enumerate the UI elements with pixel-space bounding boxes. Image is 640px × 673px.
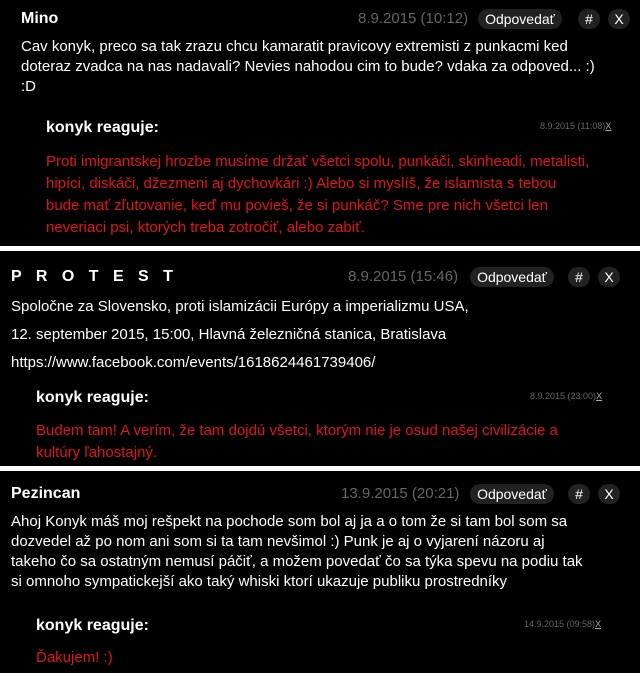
reply-date (530, 391, 602, 401)
reply-text-line: Ďakujem! :) (36, 649, 113, 666)
reply-delete-link[interactable]: X (605, 121, 612, 131)
comment-text-line: doteraz zvadca na nas nadavali? Nevies nahodou cim to bude? vdaka za odpoved... :) (21, 58, 595, 75)
comment-text-line: Ahoj Konyk máš moj rešpekt na pochode som bol aj ja a o tom že si tam bol som sa (11, 513, 568, 530)
comment (0, 471, 640, 673)
reply-button[interactable]: Odpovedať (470, 484, 554, 504)
reply-date-text: 8.9.2015 (23:00) (530, 391, 597, 401)
reply-text-line: neveriaci psi, ktorých treba zotročiť, alebo zabiť. (46, 219, 365, 236)
reply-text (36, 420, 558, 464)
comment-author: Mino (21, 10, 59, 27)
comment-text-line: dozvedel až po nom ani som si ta tam nevšimol :) Punk je aj o vyjarení názoru aj (11, 533, 545, 550)
permalink-button[interactable]: # (578, 9, 600, 29)
comment-text (11, 293, 469, 377)
comment-text-line: Spoločne za Slovensko, proti islamizácii Európy a imperializmu USA, (11, 298, 469, 315)
reply-text-line: bude mať zľutovanie, keď mu povieš, že si punkáč? Sme pre nich všetci len (46, 197, 548, 214)
reply-text-line: kultúry ľahostajný. (36, 444, 158, 461)
reply-delete-link[interactable]: X (596, 391, 603, 401)
reply-text-line: Budem tam! A verím, že tam dojdú všetci, ktorým nie je osud našej civilizácie a (36, 422, 558, 439)
comment-text-line: si omnoho sympatickejší ako taký whiski ktorí ukazuje publiku prostredníky (11, 573, 508, 590)
delete-button[interactable]: X (598, 267, 620, 287)
reply-date-text: 14.9.2015 (09:58) (524, 619, 596, 629)
reply-button[interactable]: Odpovedať (470, 267, 554, 287)
permalink-button[interactable]: # (568, 484, 590, 504)
reply-author: konyk reaguje: (36, 389, 149, 406)
comment-text (21, 37, 595, 97)
reply-author: konyk reaguje: (46, 119, 159, 136)
permalink-button[interactable]: # (568, 267, 590, 287)
reply-button[interactable]: Odpovedať (478, 9, 562, 29)
delete-button[interactable]: X (608, 9, 630, 29)
comment-text-line: Cav konyk, preco sa tak zrazu chcu kamaratit pravicovy extremisti z punkacmi ked (21, 38, 568, 55)
reply-date (540, 121, 611, 131)
comment-author: Pezincan (11, 485, 81, 502)
comment-text-line: :D (21, 78, 36, 95)
delete-button[interactable]: X (598, 484, 620, 504)
comment-date: 8.9.2015 (15:46) (348, 268, 459, 285)
reply-text (46, 151, 589, 239)
comment-text-line: https://www.facebook.com/events/1618624461739406/ (11, 354, 376, 371)
comment (0, 0, 640, 246)
comment-date: 8.9.2015 (10:12) (358, 10, 469, 27)
comment-text-line: 12. september 2015, 15:00, Hlavná železničná stanica, Bratislava (11, 326, 447, 343)
reply-text-line: hipíci, diskáči, džezmeni aj dychovkári :) Alebo si myslíš, že islamista s tebou (46, 175, 557, 192)
comment-text-line: takeho čo sa ostatným nemusí páčiť, a možem povedať čo sa týka spevu na podiu tak (11, 553, 583, 570)
comment-date: 13.9.2015 (20:21) (341, 485, 460, 502)
reply-text-line: Proti imigrantskej hrozbe musíme držať všetci spolu, punkáči, skinheadi, metalisti, (46, 153, 590, 170)
reply-text (36, 647, 113, 669)
comment (0, 251, 640, 462)
reply-date-text: 8.9.2015 (11:08) (540, 121, 606, 131)
reply-delete-link[interactable]: X (595, 619, 602, 629)
comment-author: P R O T E S T (11, 268, 178, 285)
reply-author: konyk reaguje: (36, 617, 149, 634)
comment-text (11, 512, 583, 592)
reply-date (524, 619, 601, 629)
